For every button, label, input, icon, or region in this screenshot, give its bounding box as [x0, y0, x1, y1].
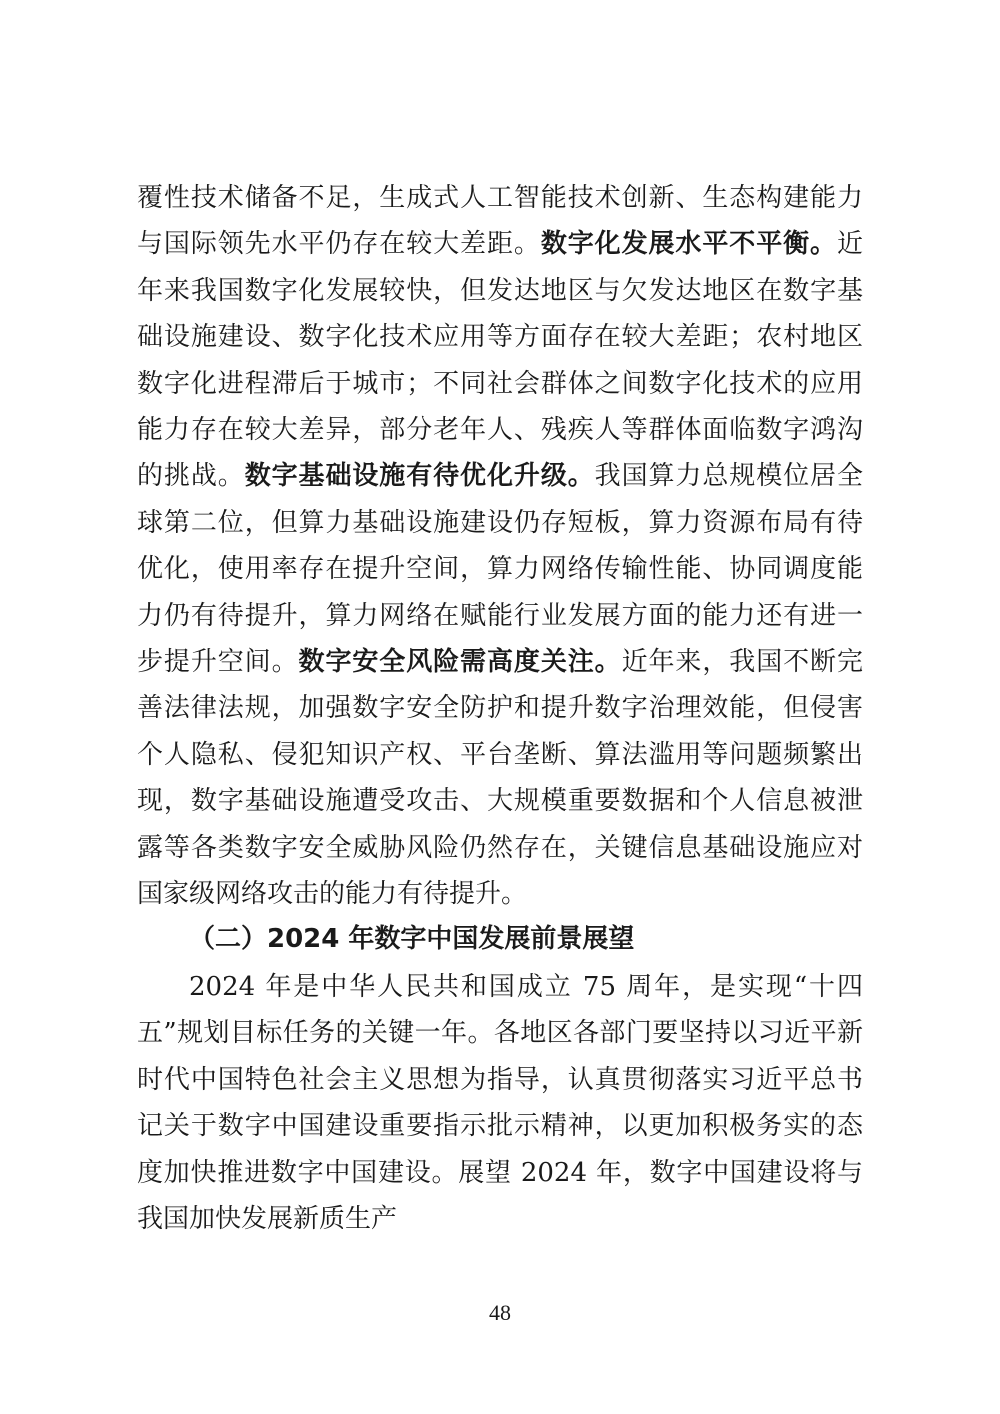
paragraph-text: 近年来，我国不断完善法律法规，加强数字安全防护和提升数字治理效能，但侵害个人隐私、侵犯知识产权、平台垄断、算法滥用等问题频繁出现，数字基础设施遭受攻击、大规模重要数据和个人信息被泄露等各类数字安全威胁风险仍然存在，关键信息基础设施应对国家级网络攻击的能力有待提升。 — [137, 647, 863, 910]
bold-topic-heading: 数字基础设施有待优化升级。 — [244, 461, 595, 492]
bold-topic-heading: 数字安全风险需高度关注。 — [298, 647, 622, 678]
paragraph-text: 覆性技术储备不足，生成式人工智能技术创新、生态构建能力与国际领先水平仍存在较大差距。 — [137, 183, 863, 260]
page-number: 48 — [489, 1300, 511, 1325]
body-paragraph: 2024 年是中华人民共和国成立 75 周年，是实现“十四五”规划目标任务的关键一年。各地区各部门要坚持以习近平新时代中国特色社会主义思想为指导，认真贯彻落实习近平总书记关于数字中国建设重要指示批示精神，以更加积极务实的态度加快推进数字中国建设。展望 2024 年，数字中国建设将与我国加快发展新质生产 — [137, 972, 863, 1235]
section-heading: （二）2024 年数字中国发展前景展望 — [189, 924, 635, 954]
paragraph-text: 近年来我国数字化发展较快，但发达地区与欠发达地区在数字基础设施建设、数字化技术应用等方面存在较大差距；农村地区数字化进程滞后于城市；不同社会群体之间数字化技术的应用能力存在较大差异，部分老年人、残疾人等群体面临数字鸿沟的挑战。 — [137, 229, 863, 492]
bold-topic-heading: 数字化发展水平不平衡。 — [540, 229, 837, 260]
body-paragraph — [137, 175, 863, 918]
paragraph-text: 我国算力总规模位居全球第二位，但算力基础设施建设仍存短板，算力资源布局有待优化，使用率存在提升空间，算力网络传输性能、协同调度能力仍有待提升，算力网络在赋能行业发展方面的能力还有进一步提升空间。 — [137, 461, 863, 678]
